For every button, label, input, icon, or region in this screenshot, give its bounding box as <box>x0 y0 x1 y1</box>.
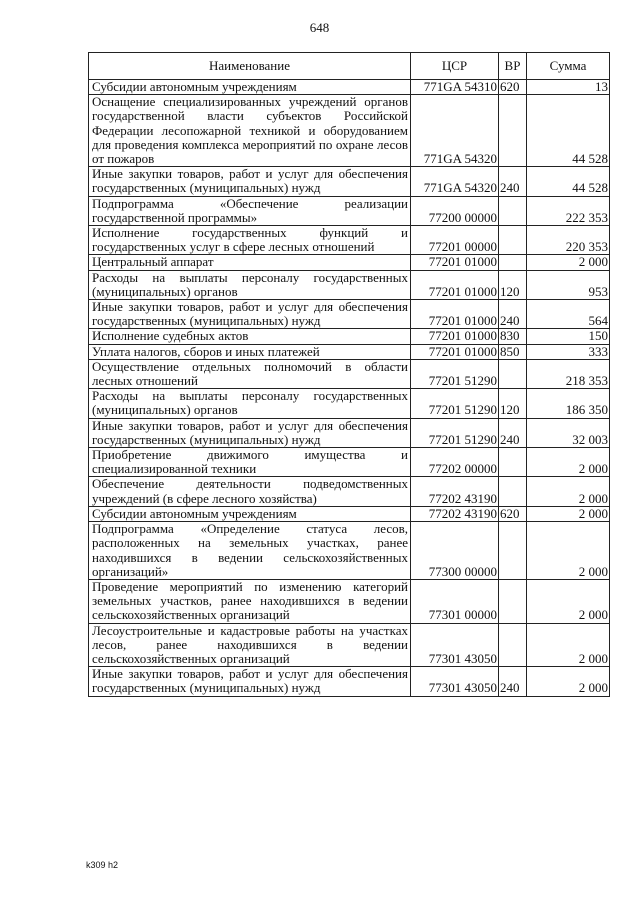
cell-sum: 2 000 <box>527 448 610 477</box>
cell-name: Центральный аппарат <box>89 255 411 270</box>
table-row <box>89 167 610 196</box>
cell-vr <box>499 255 527 270</box>
cell-name: Обеспечение деятельности подведомственных учреждений (в сфере лесного хозяйства) <box>89 477 411 506</box>
cell-vr <box>499 522 527 580</box>
cell-name: Иные закупки товаров, работ и услуг для обеспечения государственных (муниципальных) нужд <box>89 167 411 196</box>
table-row <box>89 80 610 95</box>
cell-csr: 77202 43190 <box>411 477 499 506</box>
cell-sum: 2 000 <box>527 255 610 270</box>
cell-csr: 771GA 54320 <box>411 95 499 167</box>
cell-sum: 2 000 <box>527 522 610 580</box>
table-row <box>89 255 610 270</box>
cell-name: Лесоустроительные и кадастровые работы на участках лесов, ранее находившихся в ведении сельскохозяйственных организаций <box>89 623 411 667</box>
cell-vr: 830 <box>499 329 527 344</box>
table-row <box>89 344 610 359</box>
cell-name: Проведение мероприятий по изменению категорий земельных участков, ранее находившихся в ведении сельскохозяйственных организаций <box>89 579 411 623</box>
cell-sum: 2 000 <box>527 667 610 696</box>
table-header-row <box>89 53 610 80</box>
cell-vr: 850 <box>499 344 527 359</box>
cell-sum: 44 528 <box>527 167 610 196</box>
cell-name: Расходы на выплаты персоналу государственных (муниципальных) органов <box>89 270 411 299</box>
cell-sum: 218 353 <box>527 359 610 388</box>
footer-code: k309 h2 <box>86 860 119 870</box>
cell-sum: 2 000 <box>527 579 610 623</box>
cell-vr <box>499 477 527 506</box>
cell-name: Подпрограмма «Определение статуса лесов, расположенных на земельных участках, ранее находившихся в ведении сельскохозяйственных организаций» <box>89 522 411 580</box>
cell-csr: 771GA 54310 <box>411 80 499 95</box>
cell-sum: 32 003 <box>527 418 610 447</box>
table-row <box>89 329 610 344</box>
cell-csr: 77200 00000 <box>411 196 499 225</box>
cell-sum: 2 000 <box>527 506 610 521</box>
cell-vr <box>499 623 527 667</box>
table-row <box>89 623 610 667</box>
cell-vr <box>499 448 527 477</box>
cell-vr: 620 <box>499 506 527 521</box>
cell-csr: 77201 00000 <box>411 226 499 255</box>
cell-csr: 77201 01000 <box>411 344 499 359</box>
cell-csr: 77202 43190 <box>411 506 499 521</box>
table-body <box>89 80 610 697</box>
table-row <box>89 389 610 418</box>
header-sum: Сумма <box>527 53 610 80</box>
table-row <box>89 300 610 329</box>
cell-csr: 77201 01000 <box>411 329 499 344</box>
table-row <box>89 579 610 623</box>
cell-sum: 564 <box>527 300 610 329</box>
cell-csr: 77301 43050 <box>411 623 499 667</box>
budget-table <box>88 52 610 697</box>
table-row <box>89 448 610 477</box>
cell-name: Расходы на выплаты персоналу государственных (муниципальных) органов <box>89 389 411 418</box>
table-row <box>89 359 610 388</box>
table-row <box>89 418 610 447</box>
table-row <box>89 522 610 580</box>
cell-name: Субсидии автономным учреждениям <box>89 506 411 521</box>
cell-vr <box>499 226 527 255</box>
cell-name: Оснащение специализированных учреждений органов государственной власти субъектов Российской Федерации лесопожарной техникой и оборудованием для проведения комплекса мероприятий по охране лесов от пожаров <box>89 95 411 167</box>
cell-sum: 44 528 <box>527 95 610 167</box>
cell-sum: 333 <box>527 344 610 359</box>
header-vr: ВР <box>499 53 527 80</box>
cell-name: Субсидии автономным учреждениям <box>89 80 411 95</box>
table-row <box>89 196 610 225</box>
cell-vr <box>499 579 527 623</box>
cell-name: Подпрограмма «Обеспечение реализации государственной программы» <box>89 196 411 225</box>
cell-csr: 77201 01000 <box>411 300 499 329</box>
cell-name: Исполнение государственных функций и государственных услуг в сфере лесных отношений <box>89 226 411 255</box>
cell-name: Иные закупки товаров, работ и услуг для обеспечения государственных (муниципальных) нужд <box>89 667 411 696</box>
cell-name: Иные закупки товаров, работ и услуг для обеспечения государственных (муниципальных) нужд <box>89 300 411 329</box>
table-row <box>89 667 610 696</box>
cell-sum: 222 353 <box>527 196 610 225</box>
cell-csr: 77201 51290 <box>411 389 499 418</box>
cell-vr: 120 <box>499 389 527 418</box>
cell-vr <box>499 95 527 167</box>
cell-vr <box>499 196 527 225</box>
cell-vr: 120 <box>499 270 527 299</box>
cell-csr: 77301 43050 <box>411 667 499 696</box>
cell-vr: 240 <box>499 667 527 696</box>
cell-sum: 2 000 <box>527 623 610 667</box>
table-row <box>89 226 610 255</box>
cell-csr: 77301 00000 <box>411 579 499 623</box>
cell-name: Приобретение движимого имущества и специализированной техники <box>89 448 411 477</box>
table-row <box>89 270 610 299</box>
cell-csr: 77201 01000 <box>411 255 499 270</box>
cell-name: Иные закупки товаров, работ и услуг для обеспечения государственных (муниципальных) нужд <box>89 418 411 447</box>
cell-sum: 150 <box>527 329 610 344</box>
cell-csr: 77202 00000 <box>411 448 499 477</box>
page-number: 648 <box>309 20 330 35</box>
header-name: Наименование <box>89 53 411 80</box>
cell-sum: 186 350 <box>527 389 610 418</box>
cell-sum: 2 000 <box>527 477 610 506</box>
cell-sum: 220 353 <box>527 226 610 255</box>
cell-csr: 77201 01000 <box>411 270 499 299</box>
cell-csr: 77201 51290 <box>411 359 499 388</box>
cell-vr: 240 <box>499 418 527 447</box>
cell-vr: 240 <box>499 167 527 196</box>
table-row <box>89 95 610 167</box>
header-csr: ЦСР <box>411 53 499 80</box>
cell-vr: 240 <box>499 300 527 329</box>
cell-csr: 77201 51290 <box>411 418 499 447</box>
cell-name: Уплата налогов, сборов и иных платежей <box>89 344 411 359</box>
cell-vr <box>499 359 527 388</box>
cell-csr: 771GA 54320 <box>411 167 499 196</box>
cell-name: Осуществление отдельных полномочий в области лесных отношений <box>89 359 411 388</box>
cell-csr: 77300 00000 <box>411 522 499 580</box>
cell-vr: 620 <box>499 80 527 95</box>
cell-name: Исполнение судебных актов <box>89 329 411 344</box>
table-row <box>89 477 610 506</box>
cell-sum: 13 <box>527 80 610 95</box>
table-row <box>89 506 610 521</box>
cell-sum: 953 <box>527 270 610 299</box>
